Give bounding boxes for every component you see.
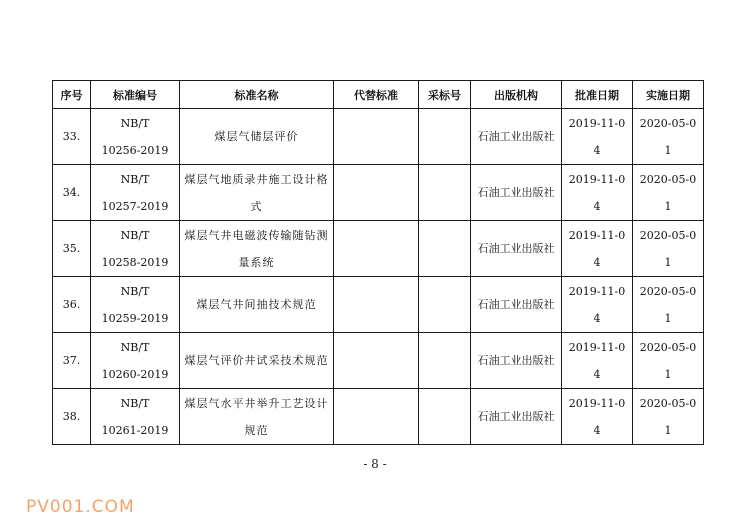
- cell-effective: [633, 333, 704, 389]
- cell-code: [91, 277, 180, 333]
- page-number: - 8 -: [363, 457, 387, 471]
- cell-name: [180, 165, 334, 221]
- cell-adopted: [419, 109, 471, 165]
- table-row: [53, 277, 704, 333]
- cell-code: [91, 109, 180, 165]
- code-number: 10260-2019: [101, 367, 169, 381]
- cell-approved: [562, 333, 633, 389]
- cell-no-text: 36.: [62, 298, 81, 311]
- cell-no-text: 37.: [62, 354, 81, 367]
- cell-name: [180, 389, 334, 445]
- table-row: [53, 221, 704, 277]
- cell-no-text: 33.: [62, 130, 81, 143]
- table-row: [53, 165, 704, 221]
- cell-approved: [562, 277, 633, 333]
- header-cell-publisher: 出版机构: [471, 81, 562, 109]
- header-cell-adopted: 采标号: [419, 81, 471, 109]
- cell-publisher-text: 石油工业出版社: [477, 410, 555, 423]
- cell-publisher-text: 石油工业出版社: [477, 186, 555, 199]
- cell-no-text: 34.: [62, 186, 81, 199]
- cell-name: [180, 277, 334, 333]
- cell-approved: [562, 165, 633, 221]
- cell-publisher-text: 石油工业出版社: [477, 354, 555, 367]
- cell-publisher: [471, 109, 562, 165]
- cell-name: [180, 221, 334, 277]
- cell-publisher-text: 石油工业出版社: [477, 130, 555, 143]
- cell-name: [180, 109, 334, 165]
- cell-approved: [562, 389, 633, 445]
- cell-effective-text: 2020-05-01: [639, 284, 697, 325]
- cell-code: [91, 333, 180, 389]
- header-cell-code: 标准编号: [91, 81, 180, 109]
- cell-replaces: [334, 333, 419, 389]
- cell-effective: [633, 109, 704, 165]
- cell-publisher: [471, 333, 562, 389]
- header-cell-approved: 批准日期: [562, 81, 633, 109]
- cell-code: [91, 389, 180, 445]
- code-number: 10256-2019: [101, 143, 169, 157]
- cell-name: [180, 333, 334, 389]
- cell-adopted: [419, 333, 471, 389]
- cell-no: [53, 333, 91, 389]
- cell-code: [91, 165, 180, 221]
- cell-approved-text: 2019-11-04: [568, 228, 626, 269]
- cell-approved-text: 2019-11-04: [568, 396, 626, 437]
- table-row: [53, 389, 704, 445]
- cell-effective: [633, 165, 704, 221]
- cell-replaces: [334, 277, 419, 333]
- code-prefix: NB/T: [120, 116, 150, 130]
- cell-replaces: [334, 389, 419, 445]
- cell-name-text: 煤层气储层评价: [214, 130, 299, 143]
- code-number: 10257-2019: [101, 199, 169, 213]
- code-prefix: NB/T: [120, 172, 150, 186]
- cell-no: [53, 109, 91, 165]
- header-cell-effective: 实施日期: [633, 81, 704, 109]
- cell-name-text: 煤层气井电磁波传输随钻测量系统: [184, 228, 329, 269]
- table-header-row: [53, 81, 704, 109]
- header-cell-replaces: 代替标准: [334, 81, 419, 109]
- header-cell-no: 序号: [53, 81, 91, 109]
- cell-effective: [633, 389, 704, 445]
- cell-no: [53, 277, 91, 333]
- cell-effective-text: 2020-05-01: [639, 396, 697, 437]
- cell-no-text: 35.: [62, 242, 81, 255]
- cell-replaces: [334, 165, 419, 221]
- cell-approved: [562, 109, 633, 165]
- cell-publisher: [471, 165, 562, 221]
- code-prefix: NB/T: [120, 340, 150, 354]
- cell-no-text: 38.: [62, 410, 81, 423]
- code-prefix: NB/T: [120, 228, 150, 242]
- cell-adopted: [419, 277, 471, 333]
- cell-effective-text: 2020-05-01: [639, 172, 697, 213]
- cell-publisher: [471, 221, 562, 277]
- cell-approved: [562, 221, 633, 277]
- table-row: [53, 333, 704, 389]
- cell-effective-text: 2020-05-01: [639, 116, 697, 157]
- cell-approved-text: 2019-11-04: [568, 172, 626, 213]
- cell-replaces: [334, 221, 419, 277]
- cell-adopted: [419, 389, 471, 445]
- code-prefix: NB/T: [120, 284, 150, 298]
- table-row: [53, 109, 704, 165]
- cell-code: [91, 221, 180, 277]
- cell-name-text: 煤层气地质录井施工设计格式: [184, 172, 329, 213]
- header-cell-name: 标准名称: [180, 81, 334, 109]
- cell-adopted: [419, 221, 471, 277]
- cell-no: [53, 165, 91, 221]
- cell-no: [53, 221, 91, 277]
- cell-publisher: [471, 389, 562, 445]
- code-prefix: NB/T: [120, 396, 150, 410]
- cell-approved-text: 2019-11-04: [568, 340, 626, 381]
- cell-effective-text: 2020-05-01: [639, 228, 697, 269]
- cell-effective: [633, 221, 704, 277]
- cell-publisher-text: 石油工业出版社: [477, 242, 555, 255]
- cell-effective: [633, 277, 704, 333]
- cell-publisher-text: 石油工业出版社: [477, 298, 555, 311]
- cell-approved-text: 2019-11-04: [568, 116, 626, 157]
- cell-publisher: [471, 277, 562, 333]
- cell-effective-text: 2020-05-01: [639, 340, 697, 381]
- cell-approved-text: 2019-11-04: [568, 284, 626, 325]
- cell-name-text: 煤层气井间抽技术规范: [196, 298, 317, 311]
- code-number: 10258-2019: [101, 255, 169, 269]
- cell-no: [53, 389, 91, 445]
- watermark: PV001.COM: [26, 497, 135, 517]
- standards-table: [52, 80, 704, 445]
- cell-name-text: 煤层气评价井试采技术规范: [184, 354, 329, 367]
- code-number: 10261-2019: [101, 423, 169, 437]
- cell-replaces: [334, 109, 419, 165]
- cell-adopted: [419, 165, 471, 221]
- cell-name-text: 煤层气水平井举升工艺设计规范: [184, 396, 329, 437]
- code-number: 10259-2019: [101, 311, 169, 325]
